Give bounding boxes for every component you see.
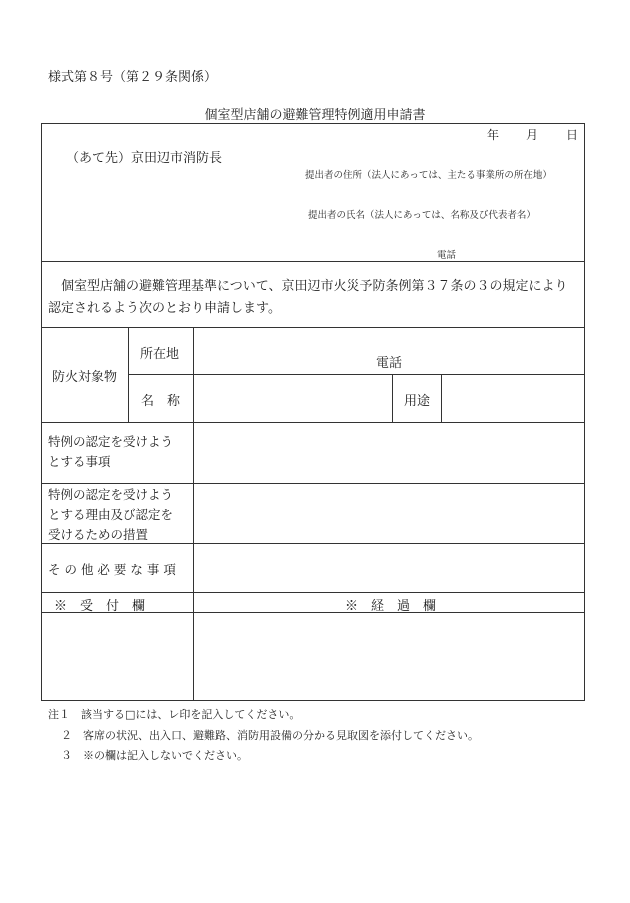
exception-matter-label <box>48 432 173 472</box>
applicant-name-label: 提出者の氏名（法人にあっては、名称及び代表者名） <box>308 210 536 221</box>
reception-column-header: ※ 受 付 欄 <box>54 599 146 614</box>
divider-request-bottom <box>41 327 585 328</box>
divider-target-bottom <box>41 422 585 423</box>
location-label: 所在地 <box>140 347 180 362</box>
divider-label-column <box>193 327 194 701</box>
divider-fire-target-label <box>128 327 129 422</box>
other-matters-label: そ の 他 必 要 な 事 項 <box>48 562 176 577</box>
addressee: （あて先）京田辺市消防長 <box>66 151 223 166</box>
request-statement <box>48 276 578 320</box>
progress-column-header: ※ 経 過 欄 <box>345 599 437 614</box>
note-1: 注１ 該当する□には、レ印を記入してください。 <box>48 708 301 721</box>
request-line-1: 個室型店舗の避難管理基準について、京田辺市火災予防条例第３７条の３の規定により <box>61 279 568 294</box>
document-title: 個室型店舗の避難管理特例適用申請書 <box>204 108 426 123</box>
usage-label: 用途 <box>404 394 431 409</box>
divider-usage-left <box>392 374 393 422</box>
divider-header-bottom <box>41 261 585 262</box>
applicant-phone-label: 電話 <box>437 250 457 261</box>
facility-name-label: 名 称 <box>141 394 181 409</box>
date-day: 日 <box>566 128 579 142</box>
divider-other-bottom <box>41 592 585 593</box>
divider-usage-right <box>441 374 442 422</box>
note-2: ２ 客席の状況、出入口、避難路、消防用設備の分かる見取図を添付してください。 <box>61 729 479 742</box>
date-year: 年 <box>487 128 500 142</box>
request-line-2: 認定されるよう次のとおり申請します。 <box>48 301 281 316</box>
applicant-address-label: 提出者の住所（法人にあっては、主たる事業所の所在地） <box>305 170 552 181</box>
note-3: ３ ※の欄は記入しないでください。 <box>61 749 248 762</box>
fire-target-label: 防火対象物 <box>52 370 118 385</box>
exception-reason-label <box>48 485 173 545</box>
exception-reason-line-2: とする理由及び認定を <box>48 507 174 522</box>
exception-reason-line-1: 特例の認定を受けよう <box>48 487 174 502</box>
date-month: 月 <box>526 128 539 142</box>
exception-matter-line-2: とする事項 <box>48 454 111 469</box>
form-number: 様式第８号（第２９条関係） <box>48 70 218 85</box>
divider-matter-bottom <box>41 483 585 484</box>
phone-label: 電話 <box>376 356 403 371</box>
divider-location-bottom <box>128 374 585 375</box>
exception-matter-line-1: 特例の認定を受けよう <box>48 434 174 449</box>
exception-reason-line-3: 受けるための措置 <box>48 527 149 542</box>
